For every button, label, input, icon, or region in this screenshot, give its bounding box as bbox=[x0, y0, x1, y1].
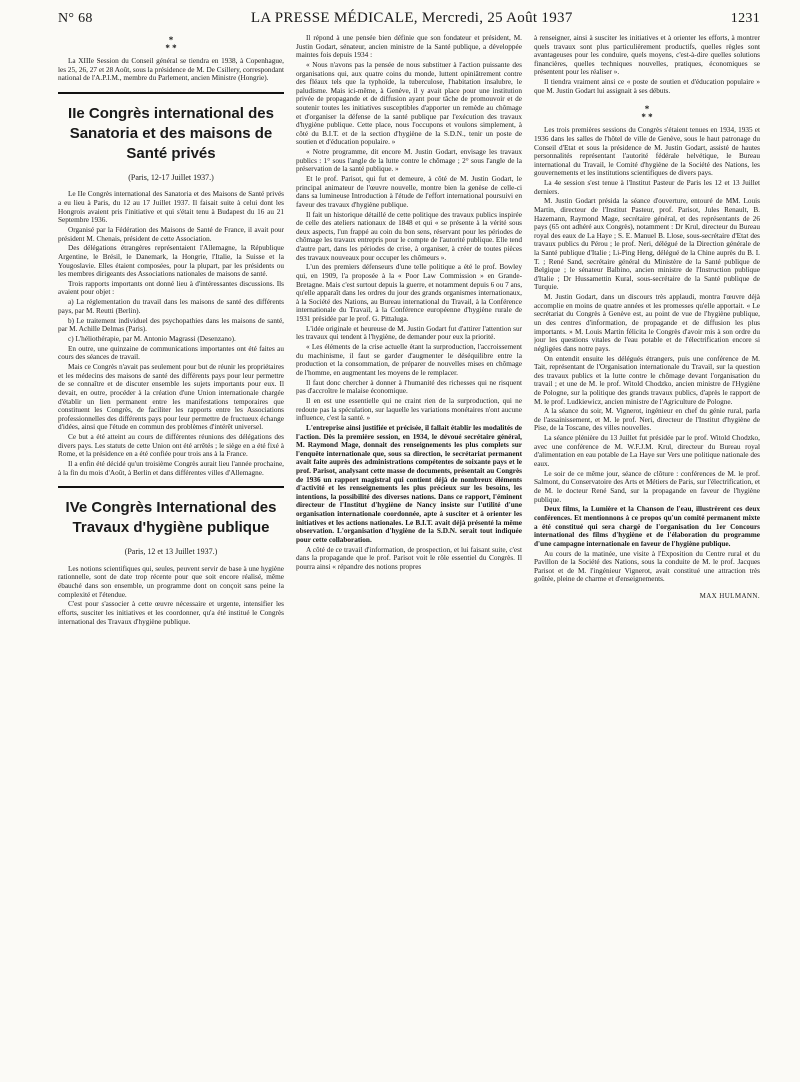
paragraph: Organisé par la Fédération des Maisons de Santé de France, il avait pour président M. Chenais, président de cette Association. bbox=[58, 225, 284, 243]
paragraph: Deux films, la Lumière et la Chanson de l'eau, illustrèrent ces deux conférences. Et mentionnons à ce propos qu'un comité permanent mixte a été constitué qui sera chargé de l'organisation du 1er Concours international des films d'hygiène et de l'élaboration du programme d'une campagne internationale en faveur de l'hygiène publique. bbox=[534, 505, 760, 548]
paragraph: « Notre programme, dit encore M. Justin Godart, envisage les travaux publics : 1° sous l'angle de la lutte contre le chômage ; 2° sous l'angle de la préservation de la santé publique. » bbox=[296, 148, 522, 174]
paragraph: Mais ce Congrès n'avait pas seulement pour but de réunir les propriétaires et les médecins des maisons de santé des différents pays pour leur permettre de se connaître et de discuter ensemble les sujets importants pour eux. Il devait, en outre, procéder à la création d'une Union internationale chargée d'établir un lien permanent entre les manifestations temporaires que constituent les Congrès, de faciliter les rapports entre les Associations professionnelles des différents pays pour leur permettre de fructueux échange d'idées, ainsi que l'étude en commun des problèmes d'intérêt universel. bbox=[58, 363, 284, 432]
paragraph: Il a enfin été décidé qu'un troisième Congrès aurait lieu l'année prochaine, à la fin du mois d'Août, à Berlin et dans différentes villes d'Allemagne. bbox=[58, 460, 284, 477]
paragraph: A côté de ce travail d'information, de prospection, et lui faisant suite, c'est dans la propagande que le prof. Parisot voit le rôle essentiel du Congrès. Il pourra ainsi « répandre des notions propres bbox=[296, 545, 522, 571]
author-signature: MAX HULMANN. bbox=[699, 591, 760, 600]
congress-sanatoria-body bbox=[58, 190, 284, 477]
paragraph: Le soir de ce même jour, séance de clôture : conférences de M. le prof. Salmont, du Conservatoire des Arts et Métiers de Paris, sur l'électrification, et de M. le docteur René Sand, sur la propagande en faveur de l'hygiène publique. bbox=[534, 469, 760, 504]
paragraph: A la séance du soir, M. Vignerot, ingénieur en chef du génie rural, parla de l'assainissement, et M. le prof. Neri, directeur de l'Institut d'hygiène de Pise, de la Toscane, des villes nouvelles. bbox=[534, 407, 760, 433]
congress-hygiene-date: (Paris, 12 et 13 Juillet 1937.) bbox=[124, 547, 218, 557]
paragraph: C'est pour s'associer à cette œuvre nécessaire et urgente, intensifier les efforts, susciter les initiatives et les coordonner, qu'a été institué le Congrès international des Travaux d'hygiène publique. bbox=[58, 600, 284, 626]
paragraph: Et le prof. Parisot, qui fut et demeure, à côté de M. Justin Godart, le principal animateur de l'œuvre nouvelle, montre bien la genèse de celle-ci dans sa lumineuse Introduction à l'étude de l'effort international poursuivi en faveur des travaux d'hygiène publique. bbox=[296, 175, 522, 209]
paragraph: Trois rapports importants ont donné lieu à d'intéressantes discussions. Ils avaient pour objet : bbox=[58, 279, 284, 297]
page-number: 1231 bbox=[730, 11, 760, 26]
paragraph: Les trois premières sessions du Congrès s'étaient tenues en 1934, 1935 et 1936 dans les salles de l'hôtel de ville de Genève, sous le haut patronage du Conseil d'Etat et sous la présidence de M. Justin Godart, assisté de hautes personnalités représentant l'autorité fédérale helvétique, le Bureau international du Travail, le Comité d'hygiène de la Société des Nations, les gouvernements et les institutions scientifiques de divers pays. bbox=[534, 126, 760, 178]
paragraph: L'un des premiers défenseurs d'une telle politique a été le prof. Bowley qui, en 1909, l'a proposée à la « Poor Law Commission » en Grande-Bretagne. Mais c'est surtout depuis la guerre, et notamment depuis 6 ou 7 ans, qu'elle apparaît dans les ordres du jour des grands organismes internationaux, à la Société des Nations, au Bureau international du Travail, à la Conférence internationale du Travail, à la Conférence européenne d'hygiène rurale de 1931 présidée par le prof. G. Pittaluga. bbox=[296, 263, 522, 323]
paragraph: b) Le traitement individuel des psychopathies dans les maisons de santé, par M. Achille Delmas (Paris). bbox=[58, 316, 284, 334]
paragraph: « Les éléments de la crise actuelle étant la surproduction, l'accroissement du machinisme, il faut se garder d'augmenter le déséquilibre entre la production et la consommation, de préparer de nouvelles mises en chômage de l'homme, en augmentant les moyens de le remplacer. bbox=[296, 343, 522, 377]
paragraph: Des délégations étrangères représentaient l'Allemagne, la République Argentine, le Brésil, le Danemark, la Hongrie, l'Italie, la Suisse et la Yougoslavie. Elles étaient composées, pour la plupart, par les présidents ou les membres dirigeants des Associations nationales de maisons de santé. bbox=[58, 244, 284, 279]
paragraph: La séance plénière du 13 Juillet fut présidée par le prof. Witold Chodzko, avec une conférence de M. W.F.J.M. Krul, directeur du Bureau royal d'alimentation en eau potable de La Haye sur Vers une politique nationale des eaux. bbox=[534, 434, 760, 469]
columns bbox=[58, 34, 760, 1074]
section-stars: * * * bbox=[165, 35, 177, 53]
paragraph: a) La réglementation du travail dans les maisons de santé des différents pays, par M. Reutti (Berlin). bbox=[58, 298, 284, 315]
paragraph: Le IIe Congrès international des Sanatoria et des Maisons de Santé privés a eu lieu à Paris, du 12 au 17 Juillet 1937. Il faisait suite à celui dont les Hongrois avaient pris l'initiative et qui s'était tenu à Budapest du 16 au 21 Septembre 1936. bbox=[58, 190, 284, 225]
congress-sanatoria-heading: IIe Congrès international des Sanatoria et des maisons de Santé privés bbox=[68, 104, 274, 162]
paragraph: Au cours de la matinée, une visite à l'Exposition du Centre rural et du Pavillon de la Société des Nations, sous la conduite de M. le prof. Jacques Parisot et de M. l'ingénieur Vignerot, avait constitué une attraction très goûtée, pleine de charme et d'enseignements. bbox=[534, 549, 760, 584]
paragraph: à renseigner, ainsi à susciter les initiatives et à orienter les efforts, à montrer quels travaux sont plus particulièrement productifs, quelles règles sont avantageuses pour les conduire, quels moyens, c'est-à-dire quelles solutions financières, quelles techniques nouvelles, pratiques, économiques se présentent pour les réaliser ». bbox=[534, 34, 760, 77]
paragraph: M. Justin Godart présida la séance d'ouverture, entouré de MM. Louis Martin, directeur de l'Institut Pasteur, prof. Parisot, Jules Renault, B. Hazemann, Raymond Mage, secrétaire général, et des représentants de 26 pays (65 ont adhéré aux Congrès), notamment : Dr Krul, directeur du Bureau royal des eaux de La Haye ; S. E. Manuel B. Llose, sous-secrétaire d'Etat des travaux publics du Pérou ; le prof. Neri, délégué de la Direction générale de la Santé publique d'Italie ; Li-Ping Heng, délégué de la Chine auprès du B. I. T. ; René Sand, secrétaire général du Ministère de la Santé publique de Belgique ; le sénateur Balbino, ancien ministre de l'Instruction publique d'Italie ; Dr Hussamettin Kural, sous-secrétaire de la Santé publique de Turquie. bbox=[534, 197, 760, 292]
column-3 bbox=[534, 34, 760, 1074]
paragraph: « Nous n'avons pas la pensée de nous substituer à l'action puissante des organisations qui, aux quatre coins du monde, luttent opiniâtrement contre des fléaux tels que la typhoïde, la tuberculose, l'habitation insalubre, le paludisme. Mais ici-même, à Genève, il y avait place pour une institution privée de propagande et de diffusion ayant pour tâche de promouvoir et de soutenir toutes les initiatives susceptibles d'apporter un remède au chômage et d'organiser la défense de la santé publique par l'exécution des travaux d'hygiène publique. Cette place, nous l'occupons et voulons simplement, à côté du B.I.T. et de la section d'hygiène de la S.D.N., tenir un poste de soutien et d'éducation populaire. » bbox=[296, 60, 522, 147]
council-session-paragraph: La XIIIe Session du Conseil général se tiendra en 1938, à Copenhague, les 25, 26, 27 et 28 Août, sous la présidence de M. De Csillery, correspondant national de l'A.P.I.M., membre du Parlement, ancien Ministre (Hongrie). bbox=[58, 57, 284, 83]
issue-number: N° 68 bbox=[58, 11, 93, 26]
paragraph: Il en est une essentielle qui ne craint rien de la surproduction, qui ne redoute pas la spéculation, sur laquelle les variations monétaires n'ont aucune influence, c'est la santé. » bbox=[296, 397, 522, 423]
paragraph: L'idée originale et heureuse de M. Justin Godart fut d'attirer l'attention sur les travaux qui tendent à l'hygiène, de demander pour eux la priorité. bbox=[296, 324, 522, 342]
section-divider bbox=[58, 92, 284, 94]
publication-title: LA PRESSE MÉDICALE, Mercredi, 25 Août 1937 bbox=[250, 10, 573, 26]
page-header bbox=[58, 10, 760, 34]
paragraph: c) L'héliothérapie, par M. Antonio Magrassi (Desenzano). bbox=[68, 335, 236, 343]
paragraph: Il répond à une pensée bien définie que son fondateur et président, M. Justin Godart, sénateur, ancien ministre de la Santé publique, a développée maintes fois depuis 1934 : bbox=[296, 34, 522, 60]
paragraph: Ce but a été atteint au cours de différentes réunions des délégations des divers pays. Les statuts de cette Union ont été arrêtés ; le siège en a été fixé à Rome, et la présidence en a été confiée pour trois ans à la France. bbox=[58, 433, 284, 459]
congress-sanatoria-date: (Paris, 12-17 Juillet 1937.) bbox=[128, 172, 214, 182]
section-stars: * * * bbox=[641, 104, 653, 123]
paragraph: Il tiendra vraiment ainsi ce « poste de soutien et d'éducation populaire » que M. Justin Godart lui assignait à ses débuts. bbox=[534, 78, 760, 95]
paragraph: On entendit ensuite les délégués étrangers, puis une conférence de M. Tait, représentant de l'Organisation internationale du Travail, sur la question des travaux publics et la lutte contre le chômage devant l'organisation du travail ; et une de M. le prof. Witold Chodzko, ancien ministre de l'Hygiène de Pologne, sur la politique des grands travaux publics, d'après le rapport de M. le prof. Ludkiewicz, ancien ministre de l'Agriculture de Pologne. bbox=[534, 354, 760, 406]
column-2 bbox=[296, 34, 522, 1074]
bold-section bbox=[534, 505, 760, 548]
paragraph: Les notions scientifiques qui, seules, peuvent servir de base à une hygiène rationnelle, sont de date trop récente pour que soit encore réalisé, même ébauché dans son ensemble, un programme dont on conçoit sans peine la complexité et l'étendue. bbox=[58, 564, 284, 599]
column-1 bbox=[58, 34, 284, 1074]
section-divider bbox=[58, 486, 284, 488]
congress-hygiene-body bbox=[58, 565, 284, 626]
paragraph: L'entreprise ainsi justifiée et précisée, il fallait établir les modalités de l'action. Dès la première session, en 1934, le dévoué secrétaire général, M. Raymond Mage, donnait des renseignements les plus complets sur l'enquête internationale que, sous sa direction, le secrétariat permanent avait faite auprès des administrations compétentes de soixante pays et le prof. Parisot, analysant cette masse de documents, présentait au Congrès de 1936 un rapport magistral qui contient déjà de nombreux éléments d'activité et les renseignements les plus précieux sur les besoins, les intentions, la possibilité des diverses nations. Dans ce rapport, l'éminent directeur de l'Institut d'hygiène de Nancy insiste sur l'utilité d'une organisation internationale coordonnée, apte à susciter et à orienter les initiatives et les actions nationales. Le B.I.T. avait déjà présenté la même observation. L'organisation d'hygiène de la S.D.N. serait tout indiquée pour cette collaboration. bbox=[296, 424, 522, 544]
paragraph: M. Justin Godart, dans un discours très applaudi, montra l'œuvre déjà accomplie en moins de quatre années et les promesses qu'elle apportait. « Le secrétariat du Congrès à Genève est, au point de vue de l'hygiène publique, un des centres d'information, de propagande et de diffusion les plus importants. » M. Louis Martin félicita le Congrès d'avoir mis à son ordre du jour les questions vitales de l'eau potable et de l'électrification encore si négligées dans notre pays. bbox=[534, 293, 760, 353]
paragraph: La 4e session s'est tenue à l'Institut Pasteur de Paris les 12 et 13 Juillet derniers. bbox=[534, 179, 760, 196]
bold-section bbox=[296, 424, 522, 544]
congress-hygiene-heading: IVe Congrès International des Travaux d'hygiène publique bbox=[65, 499, 277, 537]
paragraph: Il fait un historique détaillé de cette politique des travaux publics inspirée de celle des ateliers nationaux de 1848 et qui « se présente à la vérité sous deux aspects, l'un frappé au coin du bon sens, réservant pour les périodes de chômage les travaux entrepris pour le compte de l'autorité publique. Elle tend d'autre part, dans les périodes de crise, à organiser, à créer de toutes pièces des travaux nouveaux pour occuper les chômeurs ». bbox=[296, 210, 522, 262]
paragraph: En outre, une quinzaine de communications importantes ont été faites au cours des séances de travail. bbox=[58, 344, 284, 362]
paragraph: Il faut donc chercher à donner à l'humanité des richesses qui ne risquent pas d'accroître le malaise économique. bbox=[296, 378, 522, 396]
